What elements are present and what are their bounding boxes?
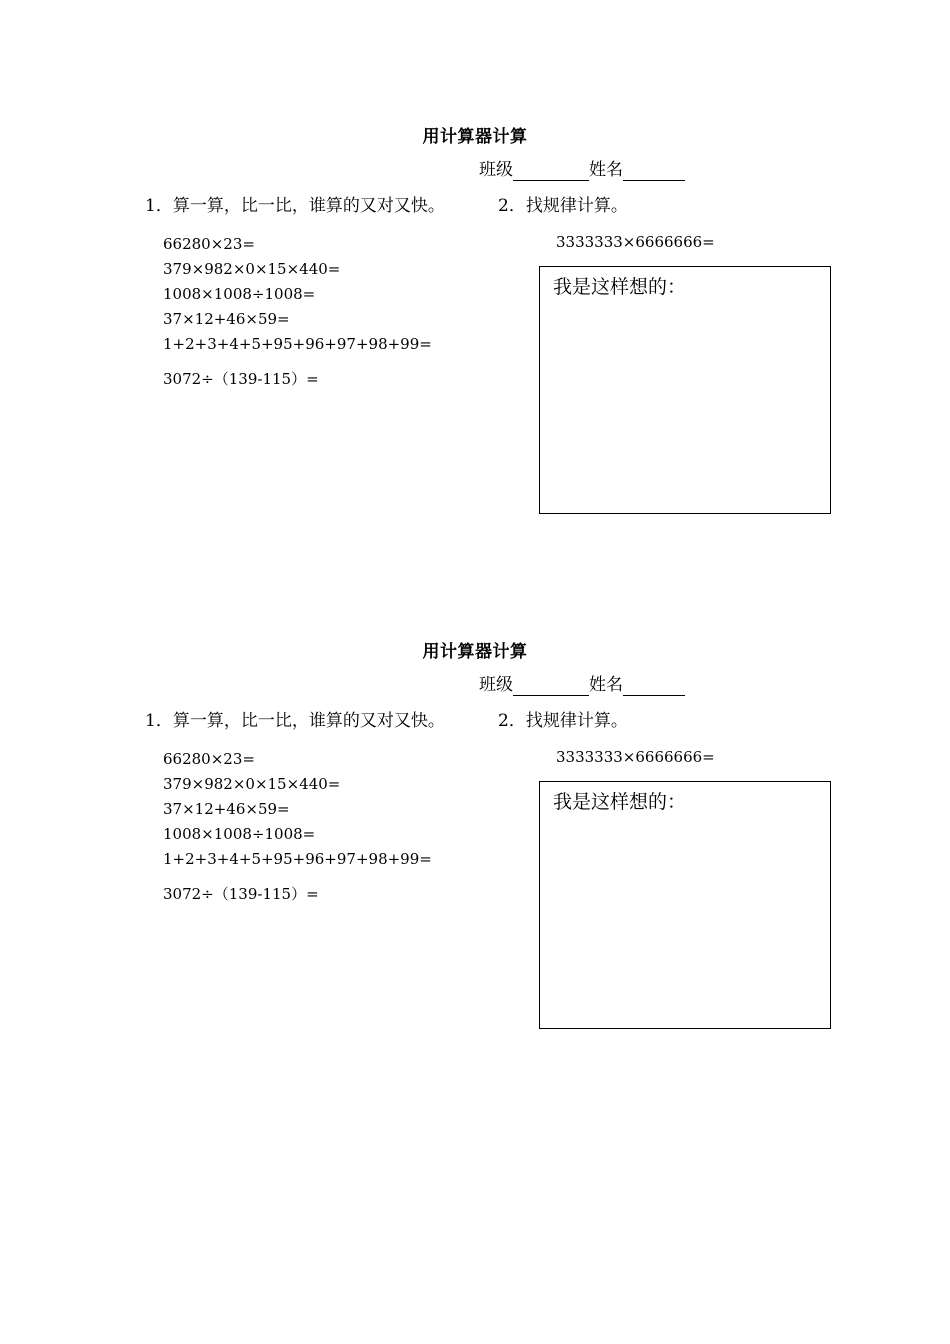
question-2-problem: 3333333×6666666=: [556, 748, 715, 766]
problem-item: 66280×23=: [163, 235, 255, 253]
problem-item: 3072÷（139-115）=: [163, 885, 319, 903]
problem-item: 1+2+3+4+5+95+96+97+98+99=: [163, 335, 432, 353]
question-2-heading: 2．找规律计算。: [498, 196, 628, 216]
problem-item: 1008×1008÷1008=: [163, 285, 316, 303]
name-blank-field[interactable]: [623, 162, 685, 181]
name-blank-field[interactable]: [623, 677, 685, 696]
thinking-answer-box[interactable]: [539, 266, 831, 514]
problem-item: 66280×23=: [163, 750, 255, 768]
problem-item: 379×982×0×15×440=: [163, 260, 341, 278]
worksheet-title: 用计算器计算: [422, 127, 528, 147]
class-blank-field[interactable]: [513, 162, 589, 181]
worksheet-title: 用计算器计算: [422, 642, 528, 662]
class-label: 班级: [479, 160, 513, 180]
question-1-problem-list: [163, 747, 432, 907]
class-label: 班级: [479, 675, 513, 695]
class-name-line: [479, 159, 685, 181]
name-label: 姓名: [589, 160, 623, 180]
question-2-problem: 3333333×6666666=: [556, 233, 715, 251]
thinking-box-label: 我是这样想的：: [553, 276, 687, 298]
problem-item: 1008×1008÷1008=: [163, 825, 316, 843]
worksheet-1: [0, 0, 950, 460]
problem-item: 379×982×0×15×440=: [163, 775, 341, 793]
name-label: 姓名: [589, 675, 623, 695]
worksheet-2: [0, 515, 950, 975]
problem-item: 1+2+3+4+5+95+96+97+98+99=: [163, 850, 432, 868]
class-blank-field[interactable]: [513, 677, 589, 696]
thinking-answer-box[interactable]: [539, 781, 831, 1029]
thinking-box-label: 我是这样想的：: [553, 791, 687, 813]
question-1-heading: 1．算一算，比一比，谁算的又对又快。: [145, 196, 445, 216]
problem-item: 37×12+46×59=: [163, 310, 290, 328]
question-2-heading: 2．找规律计算。: [498, 711, 628, 731]
class-name-line: [479, 674, 685, 696]
question-1-heading: 1．算一算，比一比，谁算的又对又快。: [145, 711, 445, 731]
problem-item: 37×12+46×59=: [163, 800, 290, 818]
question-1-problem-list: [163, 232, 432, 392]
problem-item: 3072÷（139-115）=: [163, 370, 319, 388]
